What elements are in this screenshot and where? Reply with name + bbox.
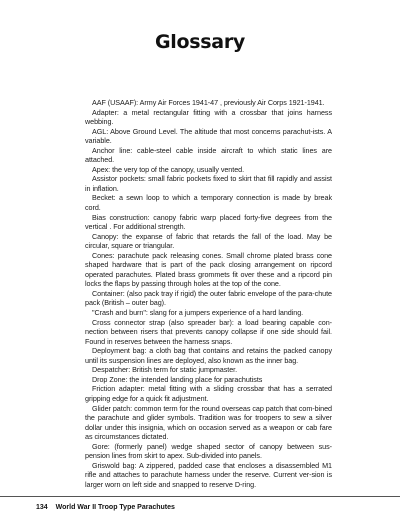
glossary-entry: Bias construction: canopy fabric warp placed forty-five degrees from the vertical . For additional strength. xyxy=(85,212,332,232)
footer-rule xyxy=(0,496,400,497)
glossary-entry: Assistor pockets: small fabric pockets fixed to skirt that fill rapidly and assist in inflation. xyxy=(85,174,332,193)
glossary-entry: Cross connector strap (also spreader bar): a load bearing capable con-nection between risers that prevents canopy collapse if one side should fail. Found in reserves between the harness snaps. xyxy=(85,317,332,346)
glossary-entry: "Crash and burn": slang for a jumpers experience of a hard landing. xyxy=(92,308,304,318)
glossary-entry: Anchor line: cable-steel cable inside aircraft to which static lines are attached. xyxy=(85,145,332,165)
page-title: Glossary xyxy=(155,31,245,53)
glossary-entry: Drop Zone: the intended landing place for parachutists xyxy=(92,374,263,384)
glossary-entry: Becket: a sewn loop to which a temporary connection is made by break cord. xyxy=(85,193,332,213)
glossary-list xyxy=(85,98,332,489)
book-title: World War II Troop Type Parachutes xyxy=(55,504,175,511)
glossary-entry: Adapter: a metal rectangular fitting with a crossbar that joins harness webbing. xyxy=(85,107,332,127)
page-footer xyxy=(36,504,175,511)
glossary-entry: Griswold bag: A zippered, padded case that encloses a disassembled M1 rifle and attaches to parachute harness under the reserve. Current ver-sion is larger worn on left side and snapped to reserve D-ring. xyxy=(85,460,332,489)
glossary-entry: Apex: the very top of the canopy, usually vented. xyxy=(92,164,245,174)
glossary-entry: Canopy: the expanse of fabric that retards the fall of the load. May be circular, square or triangular. xyxy=(85,231,332,251)
glossary-entry: Gore: (formerly panel) wedge shaped sector of canopy between sus-pension lines from skirt to apex. Sub-divided into panels. xyxy=(85,441,332,461)
glossary-entry: AGL: Above Ground Level. The altitude that most concerns parachut-ists. A variable. xyxy=(85,126,332,146)
glossary-entry: Friction adapter: metal fitting with a sliding crossbar that has a serrated gripping edge for a quick fit adjustment. xyxy=(85,384,332,403)
glossary-entry: Deployment bag: a cloth bag that contains and retains the packed canopy until its suspension lines are deployed, also known as the inner bag. xyxy=(85,346,332,365)
glossary-entry: Cones: parachute pack releasing cones. Small chrome plated brass cone shaped hardware that is part of the pack closing arrangement on ripcord operated parachutes. Plated brass grommets fit over these and a ripcord pin locks the flaps by passing through holes at the top of the cone. xyxy=(85,250,332,289)
glossary-entry: AAF (USAAF): Army Air Forces 1941-47 , previously Air Corps 1921-1941. xyxy=(92,98,325,107)
glossary-entry: Container: (also pack tray if rigid) the outer fabric envelope of the para-chute pack (British – outer bag). xyxy=(85,288,332,308)
page-number: 134 xyxy=(36,504,48,511)
glossary-entry: Glider patch: common term for the round overseas cap patch that com-bined the parachute and glider symbols. Tradition was for troopers to sew a silver dollar under this insignia, which on occasion served as a weapon or cab fare as circumstances dictated. xyxy=(85,403,332,442)
glossary-entry: Despatcher: British term for static jumpmaster. xyxy=(92,365,238,375)
